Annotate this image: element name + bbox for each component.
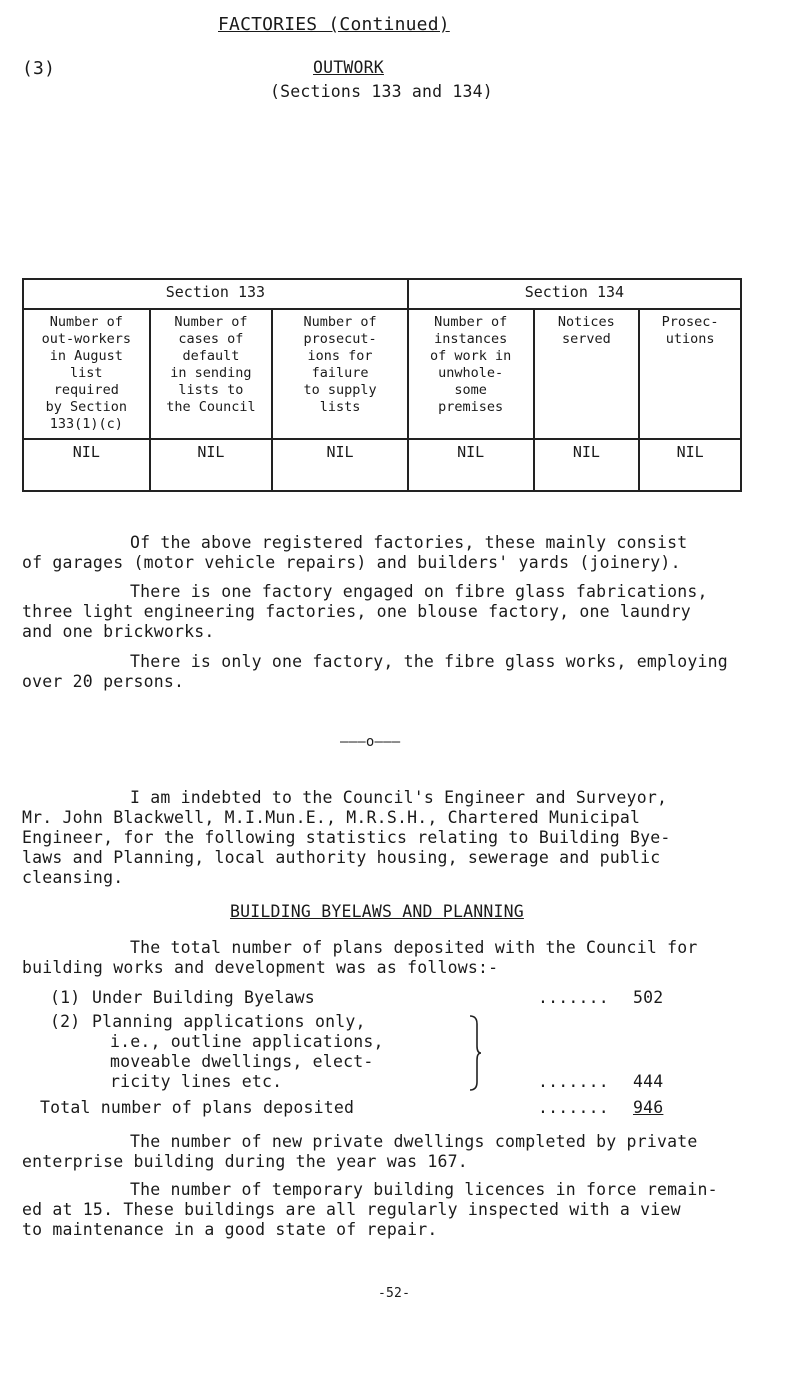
outwork-sections: (Sections 133 and 134) — [270, 82, 493, 101]
plans-item2-dots: ....... — [538, 1072, 609, 1091]
value-unwholesome: NIL — [408, 439, 534, 491]
plans-total-value: 946 — [633, 1098, 664, 1117]
page-heading: FACTORIES (Continued) — [218, 14, 450, 35]
plans-intro-line2: building works and development was as follows:- — [22, 958, 499, 977]
col-prosecutions-header: Prosec- utions — [639, 309, 741, 439]
plans-item2-value: 444 — [633, 1072, 664, 1091]
licences-line3: to maintenance in a good state of repair. — [22, 1220, 438, 1239]
value-outworkers: NIL — [23, 439, 150, 491]
ack-line2: Mr. John Blackwell, M.I.Mun.E., M.R.S.H., Chartered Municipal — [22, 808, 641, 827]
para3-line1: There is only one factory, the fibre glass works, employing — [130, 652, 728, 671]
outwork-table — [22, 278, 742, 492]
value-notices: NIL — [534, 439, 640, 491]
ack-line5: cleansing. — [22, 868, 124, 887]
plans-item1-value: 502 — [633, 988, 664, 1007]
para1-line2: of garages (motor vehicle repairs) and builders' yards (joinery). — [22, 553, 681, 572]
ack-line1: I am indebted to the Council's Engineer and Surveyor, — [130, 788, 668, 807]
para3-line2: over 20 persons. — [22, 672, 185, 691]
col-prosecutions-lists-header: Number of prosecut- ions for failure to supply lists — [272, 309, 408, 439]
para1-line1: Of the above registered factories, these mainly consist — [130, 533, 688, 552]
dwellings-line2: enterprise building during the year was 167. — [22, 1152, 468, 1171]
plans-item2-brace — [468, 1014, 482, 1092]
dwellings-line1: The number of new private dwellings completed by private — [130, 1132, 698, 1151]
col-notices-header: Notices served — [534, 309, 640, 439]
section-number: (3) — [22, 58, 56, 79]
page-number: -52- — [378, 1286, 411, 1301]
value-prosecutions: NIL — [639, 439, 741, 491]
plans-total-text: Total number of plans deposited — [40, 1098, 355, 1117]
outwork-title: OUTWORK — [313, 58, 384, 77]
section-134-header: Section 134 — [408, 279, 741, 309]
plans-item2-label: (2) — [50, 1012, 81, 1031]
value-default-cases: NIL — [150, 439, 273, 491]
col-default-cases-header: Number of cases of default in sending lists to the Council — [150, 309, 273, 439]
building-heading: BUILDING BYELAWS AND PLANNING — [230, 902, 524, 921]
plans-item2-line3: moveable dwellings, elect- — [110, 1052, 374, 1071]
licences-line1: The number of temporary building licences in force remain- — [130, 1180, 718, 1199]
plans-intro-line1: The total number of plans deposited with the Council for — [130, 938, 698, 957]
plans-total-dots: ....... — [538, 1098, 609, 1117]
para2-line3: and one brickworks. — [22, 622, 215, 641]
plans-item1-dots: ....... — [538, 988, 609, 1007]
col-unwholesome-header: Number of instances of work in unwhole- some premises — [408, 309, 534, 439]
licences-line2: ed at 15. These buildings are all regularly inspected with a view — [22, 1200, 681, 1219]
para2-line1: There is one factory engaged on fibre glass fabrications, — [130, 582, 708, 601]
para2-line2: three light engineering factories, one blouse factory, one laundry — [22, 602, 691, 621]
col-outworkers-header: Number of out-workers in August list required by Section 133(1)(c) — [23, 309, 150, 439]
section-133-header: Section 133 — [23, 279, 408, 309]
plans-item2-line1: Planning applications only, — [92, 1012, 366, 1031]
ack-line3: Engineer, for the following statistics relating to Building Bye- — [22, 828, 671, 847]
plans-item1-label: (1) — [50, 988, 81, 1007]
plans-item1-text: Under Building Byelaws — [92, 988, 315, 1007]
value-prosecutions-lists: NIL — [272, 439, 408, 491]
plans-item2-line2: i.e., outline applications, — [110, 1032, 384, 1051]
separator: ———o——— — [340, 734, 401, 750]
ack-line4: laws and Planning, local authority housing, sewerage and public — [22, 848, 661, 867]
plans-item2-line4: ricity lines etc. — [110, 1072, 283, 1091]
